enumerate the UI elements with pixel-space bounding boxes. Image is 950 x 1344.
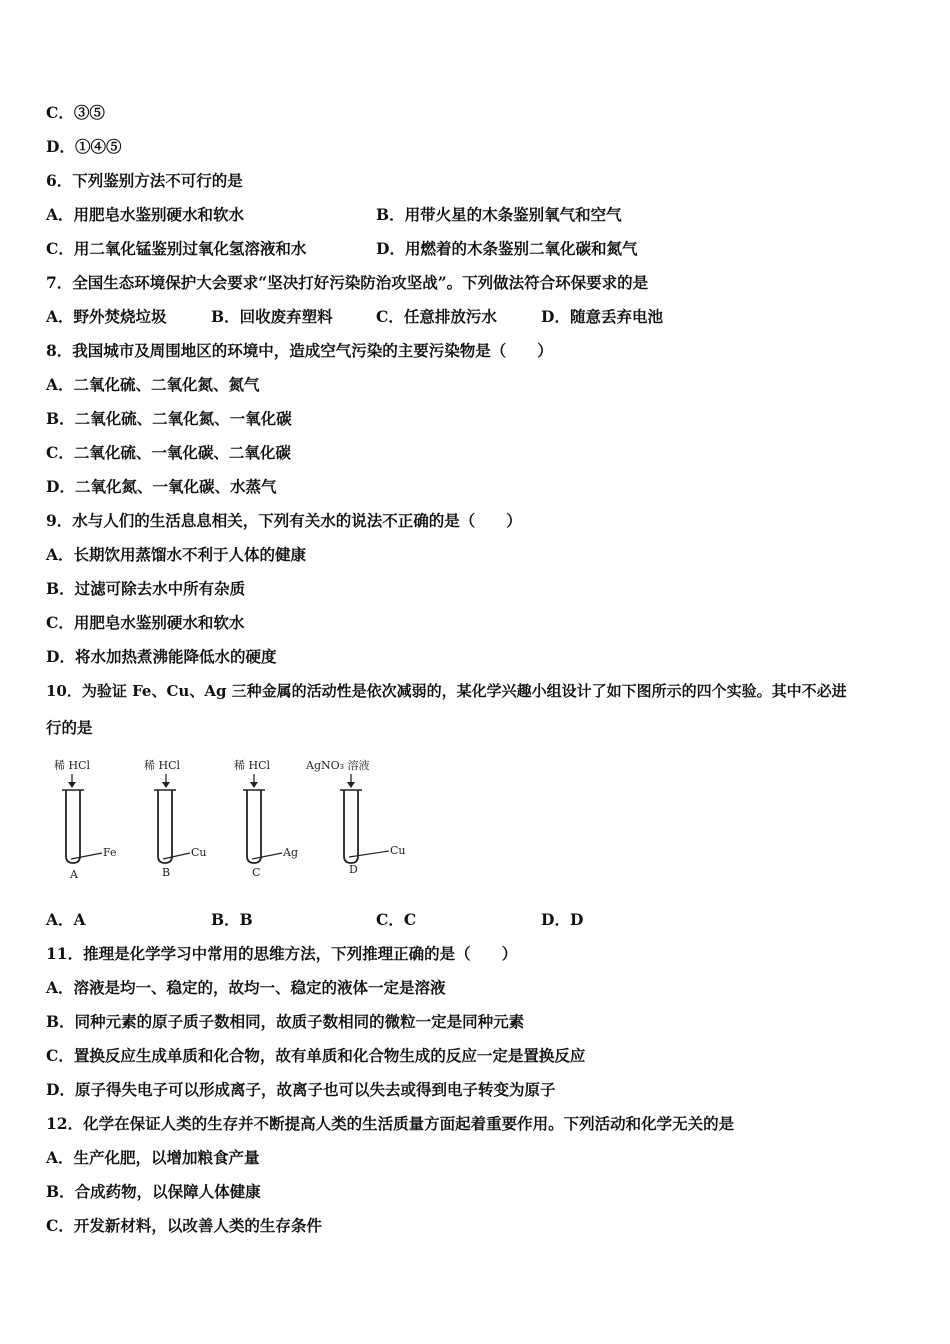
tube-c-arrow-head (250, 782, 258, 788)
q6-option-c: C．用二氧化锰鉴别过氧化氢溶液和水 (46, 239, 307, 258)
tube-d-letter: D (349, 863, 358, 876)
q8-option-a: A．二氧化硫、二氧化氮、氮气 (46, 375, 260, 394)
q7-option-b: B．回收废弃塑料 (211, 307, 333, 326)
q10-stem: 10．为验证 Fe、Cu、Ag 三种金属的活动性是依次减弱的，某化学兴趣小组设计了如下图所示的四个实验。其中不必进 (46, 682, 847, 700)
tube-a-letter: A (70, 868, 78, 881)
tube-c-reagent-label: 稀 HCl (234, 759, 271, 772)
q8-stem: 8．我国城市及周围地区的环境中，造成空气污染的主要污染物是（ ） (46, 341, 553, 360)
tube-a-arrow-head (68, 782, 76, 788)
test-tube-experiment-figure (40, 752, 440, 887)
tube-c-letter: C (252, 866, 261, 879)
tube-a-metal-strip (71, 853, 102, 859)
q9-stem: 9．水与人们的生活息息相关，下列有关水的说法不正确的是（ ） (46, 511, 522, 530)
q11-option-d: D．原子得失电子可以形成离子，故离子也可以失去或得到电子转变为原子 (46, 1080, 556, 1099)
q9-option-b: B．过滤可除去水中所有杂质 (46, 579, 246, 598)
tube-b-reagent-label: 稀 HCl (144, 759, 181, 772)
q7-stem: 7．全国生态环境保护大会要求“坚决打好污染防治攻坚战”。下列做法符合环保要求的是 (46, 273, 649, 292)
tube-a-metal-label: Fe (103, 846, 117, 859)
q8-option-b: B．二氧化硫、二氧化氮、一氧化碳 (46, 409, 292, 428)
q10-option-c: C．C (376, 910, 417, 929)
q6-option-b: B．用带火星的木条鉴别氧气和空气 (376, 205, 622, 224)
tube-a-glass (66, 790, 80, 863)
q7-option-c: C．任意排放污水 (376, 307, 497, 326)
q10-option-d: D．D (541, 910, 584, 929)
q8-option-c: C．二氧化硫、一氧化碳、二氧化碳 (46, 443, 291, 462)
q11-option-b: B．同种元素的原子质子数相同，故质子数相同的微粒一定是同种元素 (46, 1012, 525, 1031)
q5-option-c: C．③⑤ (46, 103, 105, 122)
q12-option-b: B．合成药物，以保障人体健康 (46, 1182, 261, 1201)
q6-stem: 6．下列鉴别方法不可行的是 (46, 171, 243, 190)
q10-option-b: B．B (211, 910, 253, 929)
tube-b-metal-label: Cu (191, 846, 207, 859)
q9-option-c: C．用肥皂水鉴别硬水和软水 (46, 613, 245, 632)
q10-option-a: A．A (46, 910, 86, 929)
tube-d-metal-label: Cu (390, 844, 406, 857)
tube-d-arrow-head (347, 782, 355, 788)
tube-c-glass (247, 790, 261, 863)
q6-option-a: A．用肥皂水鉴别硬水和软水 (46, 205, 245, 224)
q12-option-a: A．生产化肥，以增加粮食产量 (46, 1148, 260, 1167)
tube-b-letter: B (162, 866, 171, 879)
test-tube-c (234, 758, 298, 879)
test-tube-b (144, 758, 207, 879)
tube-d-metal-strip (349, 851, 389, 857)
tube-a-reagent-label: 稀 HCl (54, 759, 91, 772)
q9-option-a: A．长期饮用蒸馏水不利于人体的健康 (46, 545, 307, 564)
q11-option-a: A．溶液是均一、稳定的，故均一、稳定的液体一定是溶液 (46, 978, 446, 997)
tube-b-arrow-head (162, 782, 170, 788)
tube-d-reagent-label: AgNO₃ 溶液 (306, 759, 370, 772)
q8-option-d: D．二氧化氮、一氧化碳、水蒸气 (46, 477, 277, 496)
tube-d-glass (344, 790, 358, 863)
tube-b-metal-strip (163, 853, 190, 859)
q7-option-d: D．随意丢弃电池 (541, 307, 663, 326)
q10-stem-continued: 行的是 (46, 718, 93, 737)
q5-option-d: D．①④⑤ (46, 137, 122, 156)
q12-option-c: C．开发新材料，以改善人类的生存条件 (46, 1216, 322, 1235)
tube-b-glass (158, 790, 172, 863)
q11-stem: 11．推理是化学学习中常用的思维方法，下列推理正确的是（ ） (46, 944, 518, 963)
q6-option-d: D．用燃着的木条鉴别二氧化碳和氮气 (376, 239, 638, 258)
q12-stem: 12．化学在保证人类的生存并不断提高人类的生活质量方面起着重要作用。下列活动和化学无关的是 (46, 1114, 735, 1133)
test-tube-d (305, 758, 406, 876)
tube-c-metal-strip (252, 853, 282, 859)
q11-option-c: C．置换反应生成单质和化合物，故有单质和化合物生成的反应一定是置换反应 (46, 1046, 586, 1065)
q7-option-a: A．野外焚烧垃圾 (46, 307, 167, 326)
tube-c-metal-label: Ag (283, 846, 298, 859)
q9-option-d: D．将水加热煮沸能降低水的硬度 (46, 647, 277, 666)
test-tube-a (54, 758, 117, 881)
